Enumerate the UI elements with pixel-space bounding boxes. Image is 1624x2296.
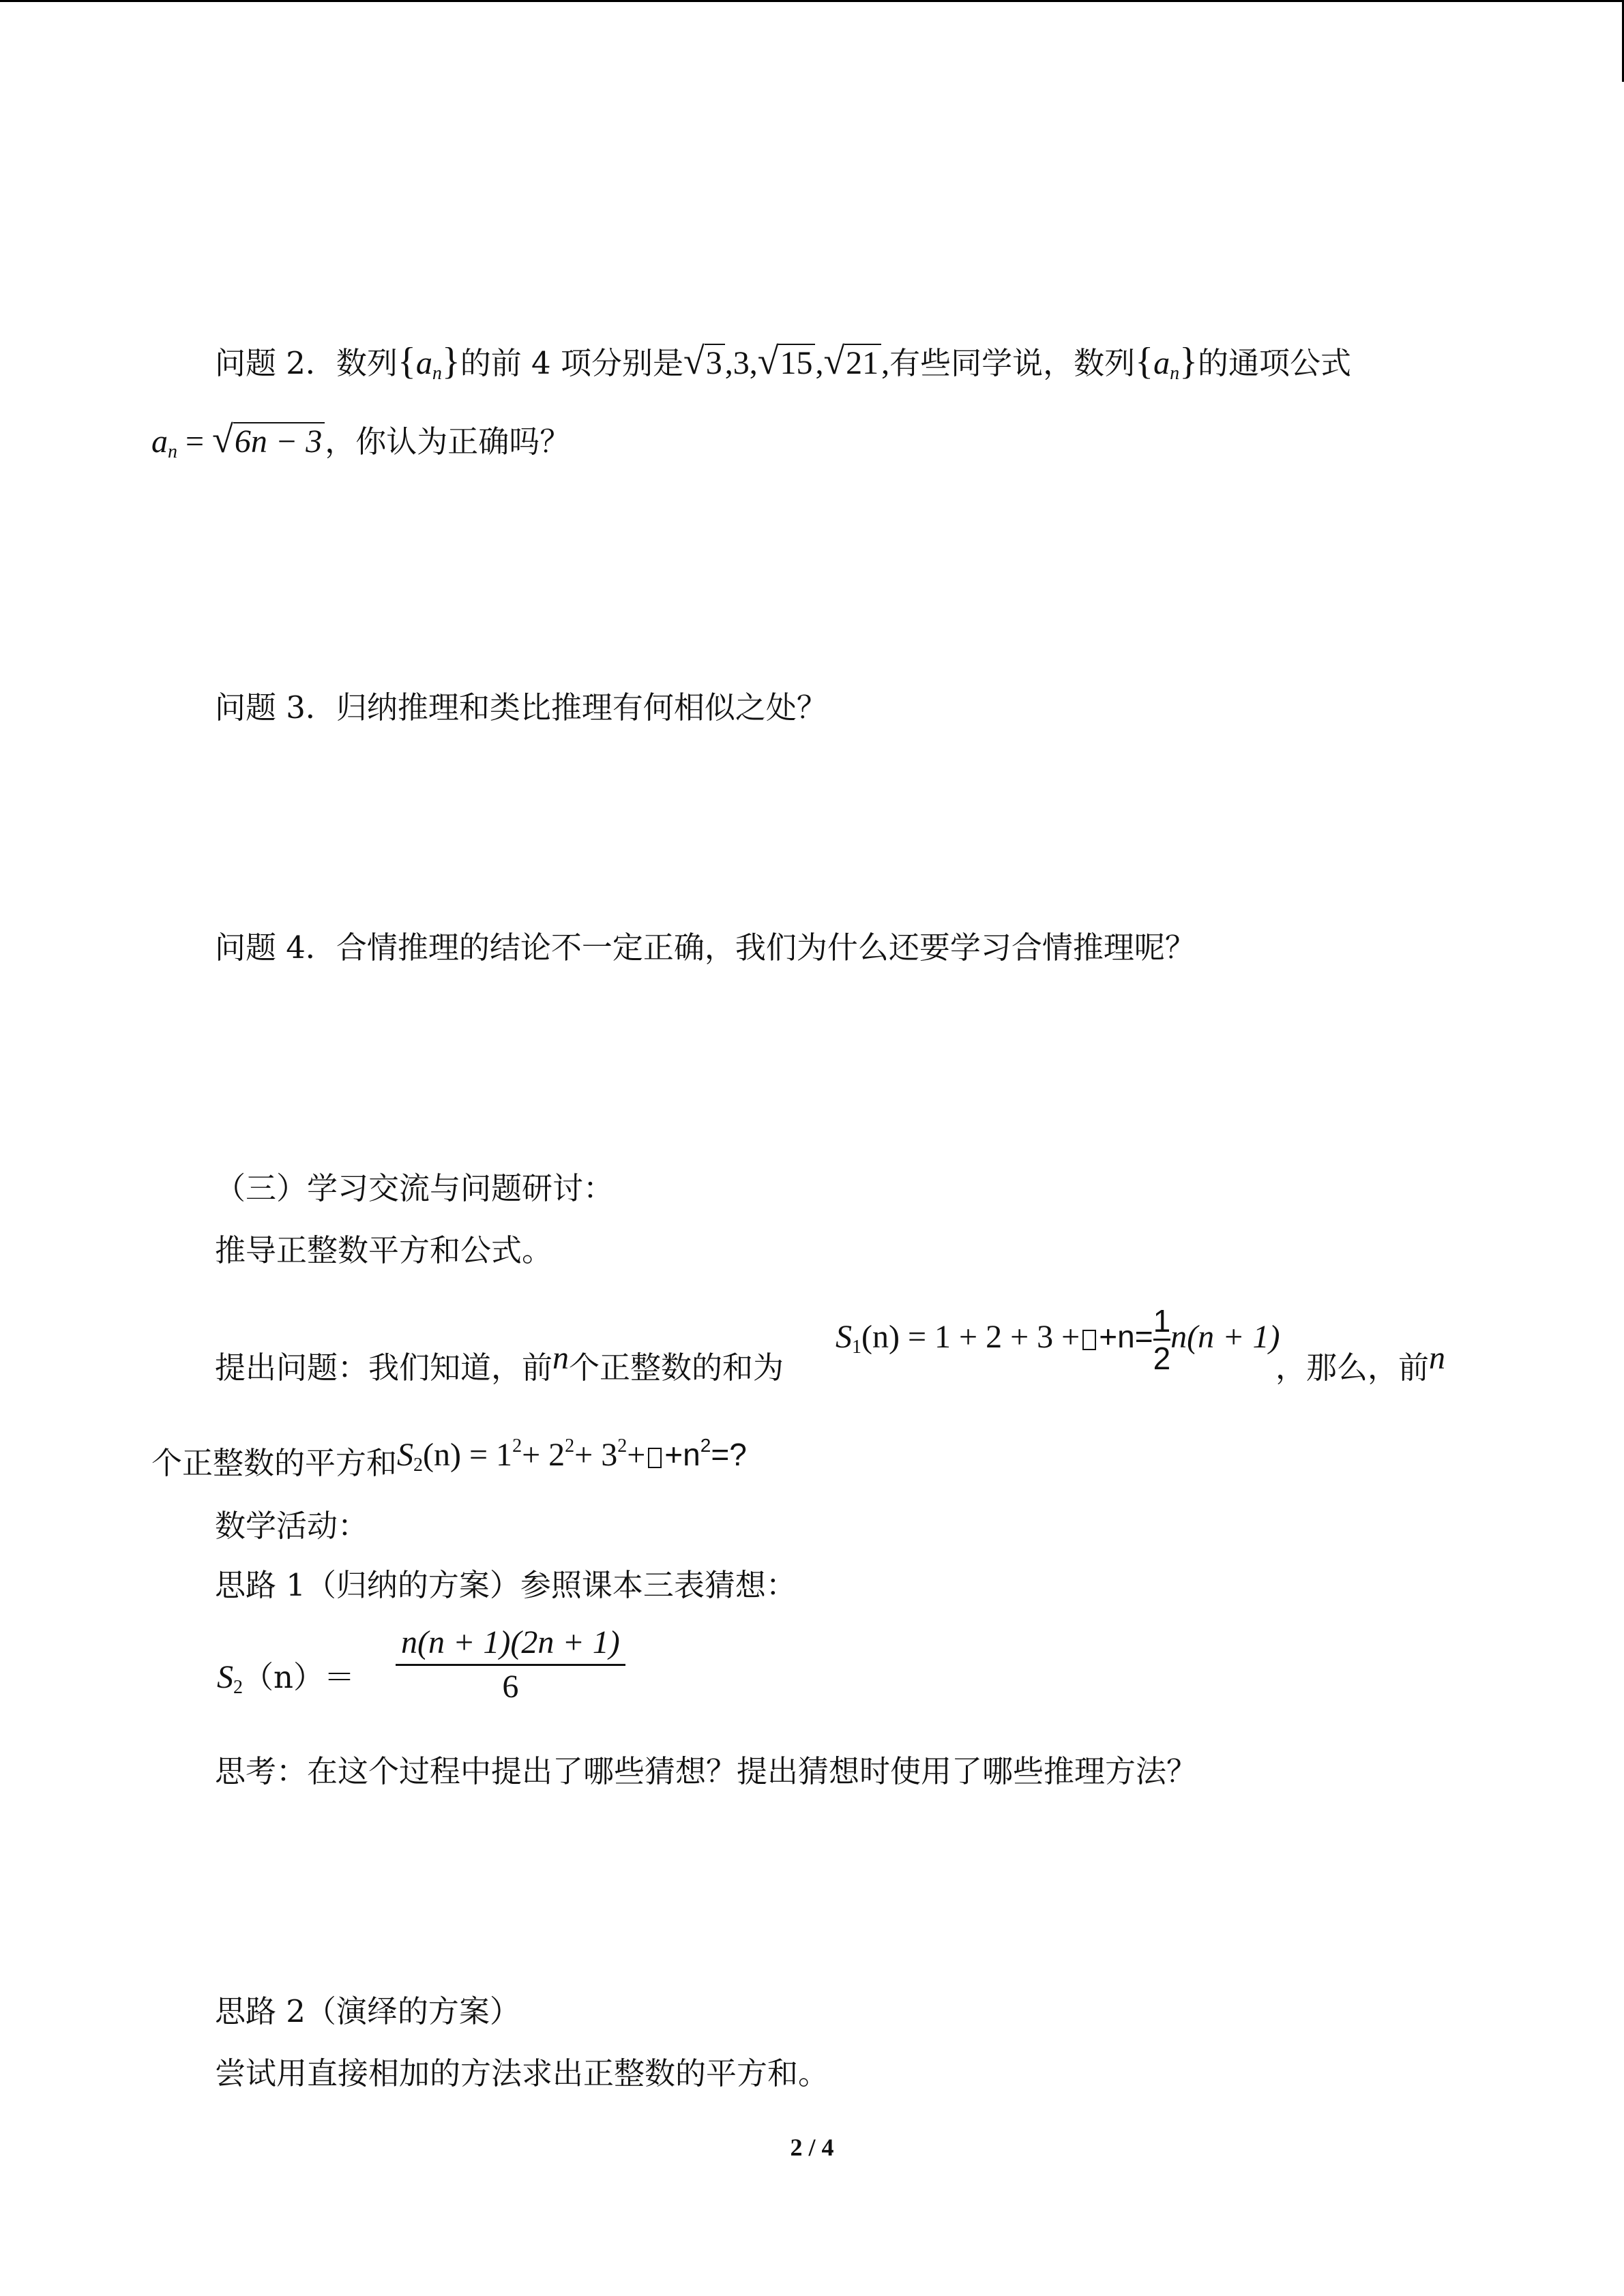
- raise-question-after: ，那么，前n: [1275, 1340, 1446, 1386]
- formula-rhs: 6n − 3: [233, 422, 325, 460]
- section-heading: （三）学习交流与问题研讨：: [215, 1170, 615, 1206]
- raise-question-line-2: 个正整数的平方和$S_2(n) = 1^2+ 2^2+ 3^2+ +n^2=$?: [151, 1425, 747, 1486]
- s2-formula: $S_2(n) = 1^2+ 2^2+ 3^2+ +n^2=$?: [397, 1435, 747, 1476]
- formula-lhs: a: [151, 423, 168, 460]
- s2-lhs: $S_2(n)=$: [217, 1659, 355, 1698]
- derive-text: 推导正整数平方和公式。: [215, 1232, 553, 1268]
- ellipsis-box-2: [648, 1448, 662, 1468]
- idea-1-text: 思路 1（归纳的方案）参照课本三表猜想：: [215, 1567, 797, 1603]
- question-2-tail: ，你认为正确吗？: [325, 423, 571, 460]
- sqrt-sign: √: [212, 419, 233, 461]
- idea-2-text: 思路 2（演绎的方案）: [215, 1993, 520, 2029]
- sequence-subscript: n: [432, 363, 442, 384]
- question-2-label: 问题 2．数列: [215, 345, 398, 381]
- one-half-fraction: $\frac{1}{2}$: [1153, 1303, 1171, 1376]
- ellipsis-box: [1082, 1330, 1096, 1350]
- formula-lhs-subscript: n: [168, 441, 177, 462]
- raise-question-lead: 提出问题：我们知道，前n个正整数的和为: [215, 1340, 784, 1386]
- left-brace-2: {: [1135, 340, 1154, 383]
- think-text: 思考：在这个过程中提出了哪些猜想？提出猜想时使用了哪些推理方法？: [215, 1753, 1198, 1789]
- question-3: 问题 3．归纳推理和类比推理有何相似之处？: [215, 689, 827, 726]
- sequence-symbol: a: [415, 345, 432, 381]
- right-brace-2: }: [1179, 340, 1198, 383]
- right-brace: }: [441, 340, 460, 383]
- terms-list: √3,3,√15,√21,: [683, 340, 890, 383]
- general-term-text: 的通项公式: [1197, 345, 1351, 381]
- s2-fraction: [396, 1622, 625, 1708]
- sequence-symbol-2: a: [1153, 345, 1170, 381]
- question-4: 问题 4．合情推理的结论不一定正确，我们为什么还要学习合情推理呢？: [215, 929, 1196, 966]
- question-2-line-1: [215, 341, 1351, 394]
- s1-formula: $S_1(n) = 1 + 2 + 3 + +n=$ $\frac{1}{2}$ n(n + 1): [836, 1303, 1280, 1376]
- attempt-text: 尝试用直接相加的方法求出正整数的平方和。: [215, 2055, 829, 2091]
- question-2-line-2: $a_n = √6n - 3$，你认为正确吗？: [151, 419, 571, 462]
- activity-label: 数学活动：: [215, 1508, 369, 1544]
- s2-denominator: 6: [396, 1664, 625, 1708]
- some-students-text: 有些同学说，数列: [889, 345, 1136, 381]
- n-symbol: n: [552, 1340, 570, 1376]
- s2-numerator: n(n + 1)(2n + 1): [401, 1624, 620, 1660]
- left-brace: {: [397, 340, 416, 383]
- first-four-terms-text: 的前 4 项分别是: [460, 345, 683, 381]
- top-border: [0, 0, 1624, 2]
- page-number: 2 / 4: [790, 2134, 834, 2161]
- sequence-subscript-2: n: [1170, 363, 1180, 384]
